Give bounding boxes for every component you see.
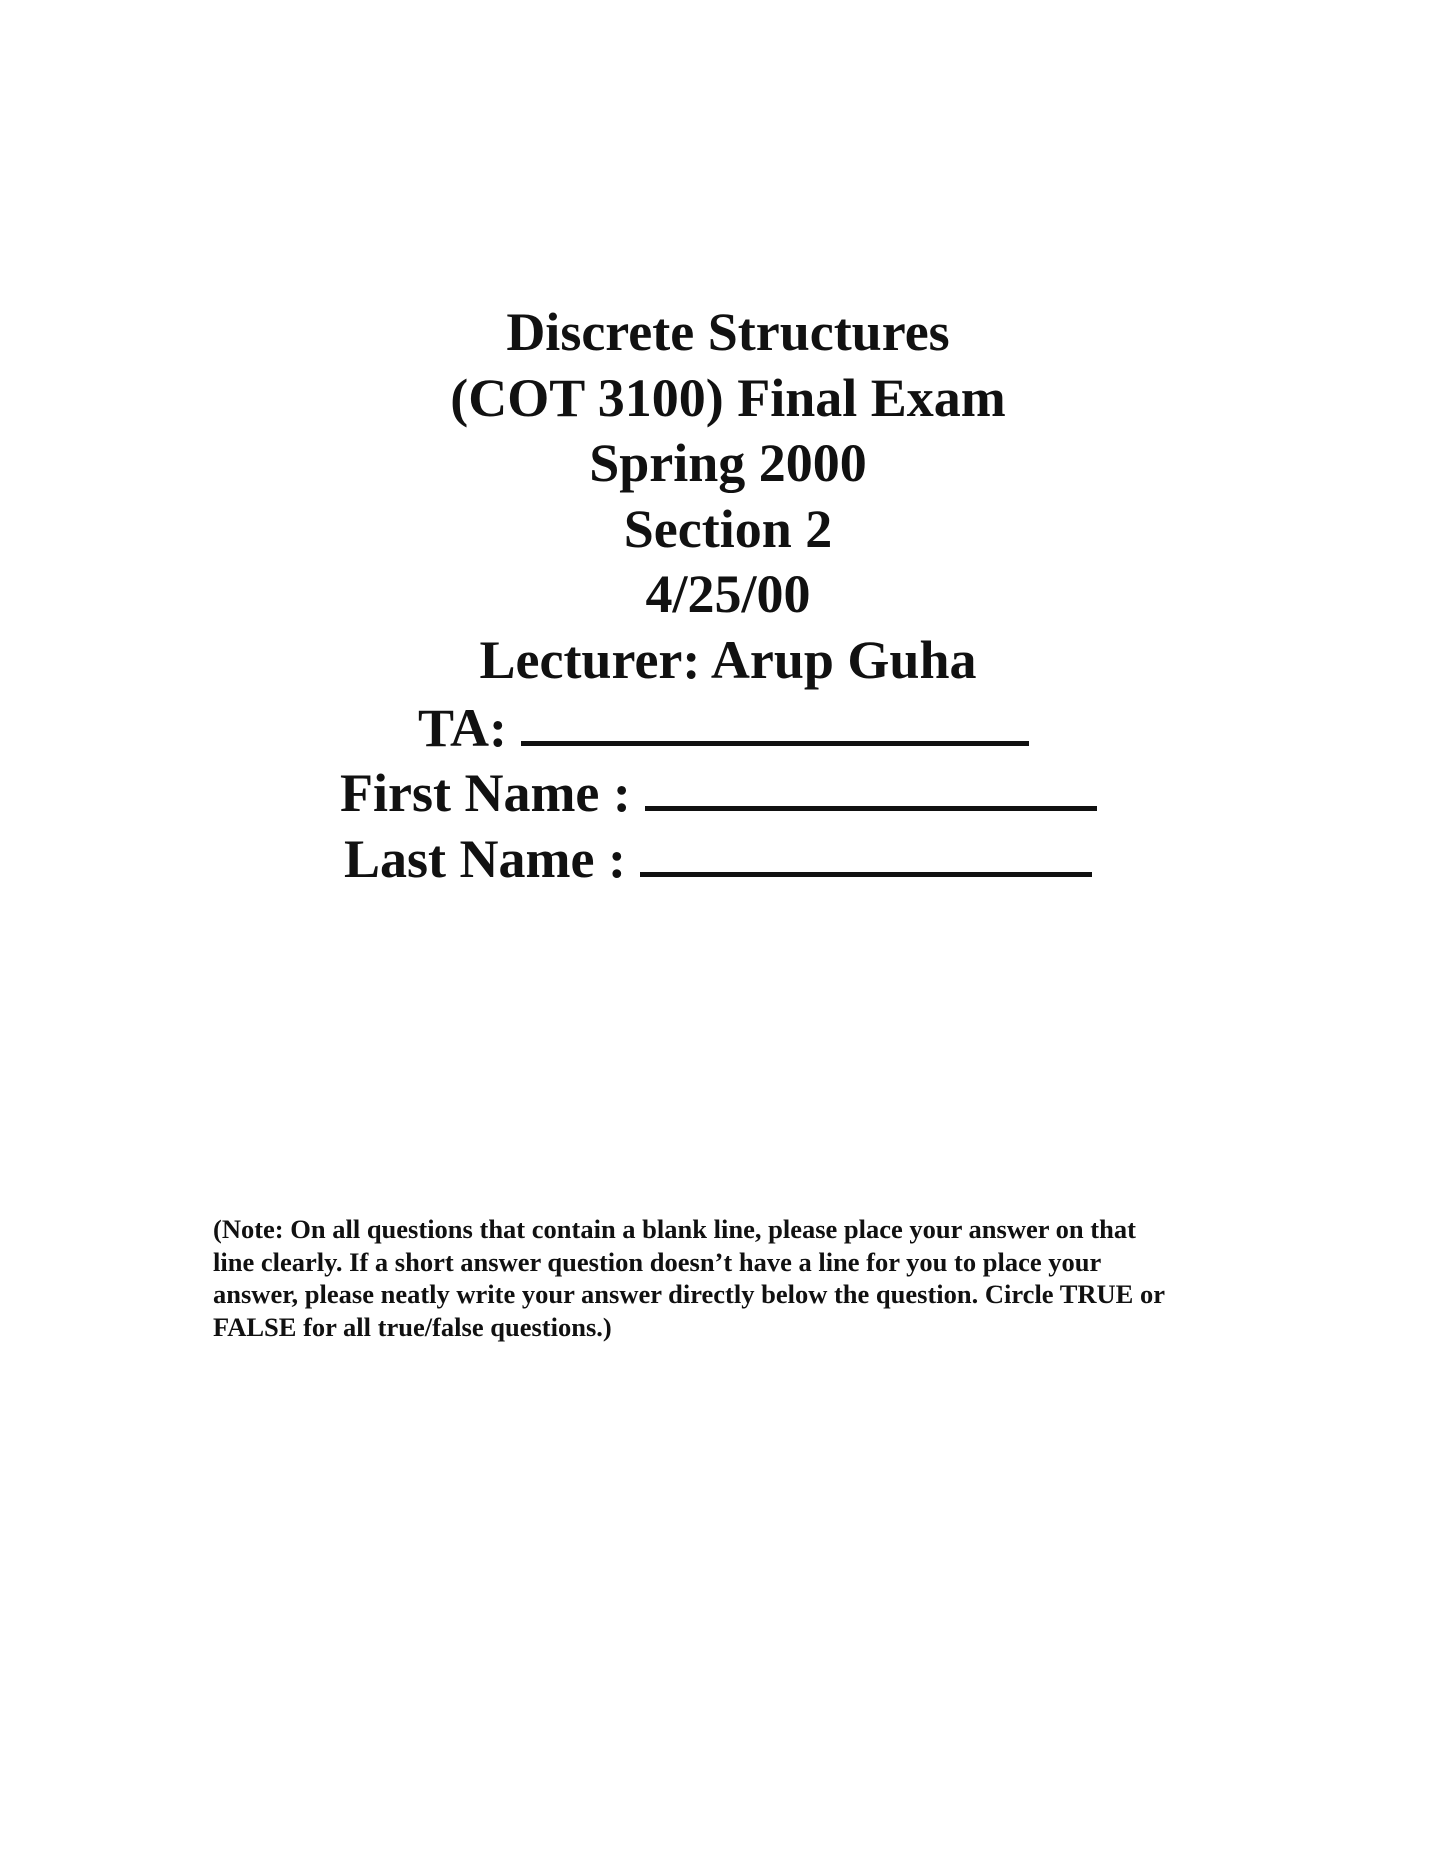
exam-term: Spring 2000: [589, 433, 867, 493]
course-title: Discrete Structures: [506, 302, 950, 362]
exam-name: (COT 3100) Final Exam: [450, 367, 1006, 428]
first-name-label: First Name :: [340, 763, 631, 823]
exam-title-block: [0, 300, 1456, 693]
ta-label: TA:: [418, 698, 507, 758]
first-name-blank-line[interactable]: [645, 758, 1097, 811]
note-line: FALSE for all true/false questions.): [213, 1311, 612, 1342]
note-line: answer, please neatly write your answer directly below the question. Circle TRUE or: [213, 1279, 1165, 1309]
instructions-note: [213, 1213, 1243, 1343]
last-name-label: Last Name :: [344, 829, 626, 889]
lecturer-line: Lecturer: Arup Guha: [479, 629, 977, 690]
ta-blank-line[interactable]: [521, 693, 1029, 746]
note-line: line clearly. If a short answer question doesn’t have a line for you to place your: [213, 1246, 1102, 1277]
exam-section: Section 2: [623, 498, 833, 559]
note-line: (Note: On all questions that contain a blank line, please place your answer on that: [213, 1214, 1136, 1244]
exam-date: 4/25/00: [645, 564, 811, 624]
last-name-blank-line[interactable]: [640, 824, 1092, 877]
